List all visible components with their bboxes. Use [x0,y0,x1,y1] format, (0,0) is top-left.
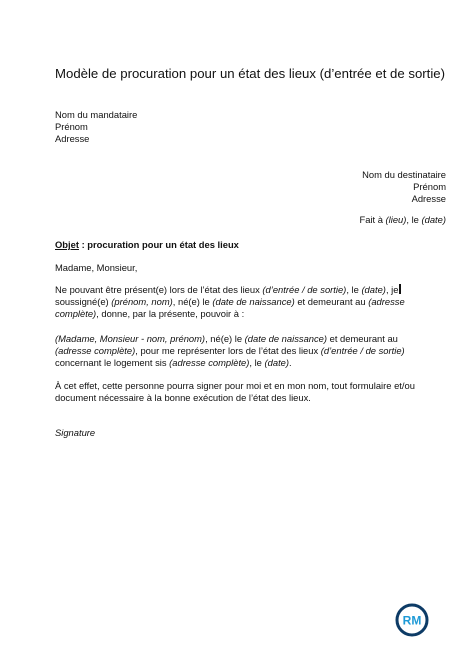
signature-label: Signature [55,427,96,438]
p1-placeholder: (date) [361,284,386,295]
recipient-address: Adresse [411,193,446,205]
p2-text: concernant le logement sis [55,357,170,369]
recipient-firstname: Prénom [413,181,446,193]
object-text: : procuration pour un état des lieux [78,239,239,250]
dateline-date: (date) [421,214,446,225]
sender-name: Nom du mandataire [55,109,138,120]
p1-line-1 [55,284,455,296]
rm-logo-icon [395,603,429,637]
p1-text: , je [385,284,399,295]
p2-line-2 [55,345,455,357]
object-line [55,239,455,251]
document-title: Modèle de procuration pour un état des lieux (d’entrée et de sortie) [55,66,445,81]
recipient-name: Nom du destinataire [362,169,446,180]
p2-placeholder: (adresse complète) [169,357,250,369]
dateline-place: (lieu) [385,214,407,225]
salutation: Madame, Monsieur, [55,262,138,273]
p3-line-1: À cet effet, cette personne pourra signer pour moi et en mon nom, tout formulaire et/ou [55,380,415,391]
p2-placeholder: (date) [264,357,290,369]
p1-text: , le [346,284,362,295]
p1-text: , donne, par la présente, pouvoir à : [96,308,245,320]
p2-placeholder: (date de naissance) [244,333,328,344]
sender-block [55,109,137,146]
recipient-block [362,169,446,206]
dateline-sep: , le [406,214,422,225]
p1-placeholder: complète) [55,308,97,320]
p1-text: Ne pouvant être présent(e) lors de l’état des lieux [55,284,263,295]
p1-line-3 [55,308,455,320]
place-date-line [359,214,446,226]
p1-placeholder: (adresse [368,296,405,308]
p2-text: , le [249,357,265,369]
p1-text: , né(e) le [172,296,213,308]
p1-placeholder: (date de naissance) [212,296,295,308]
p2-placeholder: (d’entrée / de sortie) [320,345,405,357]
paragraph-1 [55,284,455,321]
p2-text: et demeurant au [327,333,398,344]
text-cursor [399,284,401,294]
sender-firstname: Prénom [55,121,88,133]
paragraph-3 [55,380,455,404]
sender-address: Adresse [55,133,90,145]
p2-text: , pour me représenter lors de l’état des lieux [135,345,321,357]
p1-placeholder: (prénom, nom) [111,296,173,308]
p3-line-2: document nécessaire à la bonne exécution de l’état des lieux. [55,392,311,404]
p2-line-3 [55,357,455,369]
p1-text: soussigné(e) [55,296,112,308]
object-label: Objet [55,239,79,250]
p2-placeholder: (adresse complète) [55,345,136,357]
logo-text: RM [402,613,422,628]
paragraph-2 [55,333,455,370]
p2-line-1 [55,333,455,345]
p2-text: , né(e) le [205,333,245,344]
p2-text: . [289,357,292,369]
dateline-prefix: Fait à [359,214,386,225]
p1-line-2 [55,296,455,308]
p2-placeholder: (Madame, Monsieur - nom, prénom) [55,333,206,344]
p1-text: et demeurant au [294,296,369,308]
p1-placeholder: (d’entrée / de sortie) [262,284,347,295]
